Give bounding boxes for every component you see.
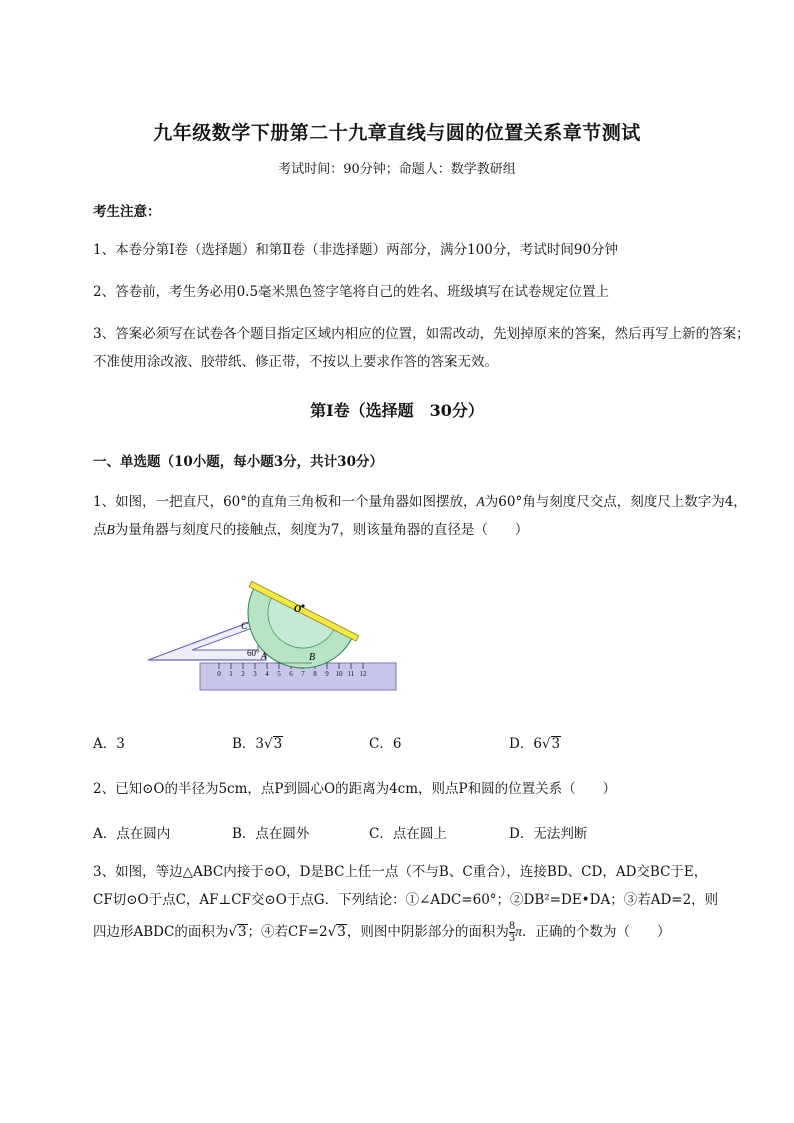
label-b: B bbox=[309, 652, 316, 663]
set-square-hole bbox=[192, 626, 258, 650]
exam-title: 九年级数学下册第二十九章直线与圆的位置关系章节测试 bbox=[153, 122, 641, 144]
q3-line3-b: ；④若CF=2 bbox=[247, 924, 328, 940]
ruler-tick-5: 5 bbox=[277, 670, 281, 678]
q1-option-b[interactable] bbox=[232, 732, 283, 752]
ruler-tick-3: 3 bbox=[253, 670, 257, 678]
part-heading: 一、单选题（10小题，每小题3分，共计30分） bbox=[93, 454, 383, 470]
q1-option-b-text: B．3 bbox=[232, 736, 265, 752]
sqrt-sign: √ bbox=[541, 736, 551, 752]
question-1 bbox=[93, 488, 753, 544]
q2-option-c[interactable]: C．点在圆上 bbox=[369, 826, 447, 842]
q1-text-c: 为量角器与刻度尺的接触点，刻度为7，则该量角器的直径是（ ） bbox=[114, 522, 529, 538]
q3-pi: π bbox=[515, 924, 522, 939]
q1-text-a: 1、如图，一把直尺，60°的直角三角板和一个量角器如图摆放， bbox=[93, 494, 477, 510]
q1-var-b: B bbox=[106, 522, 115, 537]
q2-option-a[interactable]: A．点在圆内 bbox=[93, 826, 171, 842]
q1-option-b-root: 3 bbox=[273, 736, 283, 752]
q1-option-a[interactable]: A．3 bbox=[93, 736, 125, 752]
q3-frac-den: 3 bbox=[508, 933, 516, 944]
ruler-tick-9: 9 bbox=[325, 670, 329, 678]
ruler-tick-0: 0 bbox=[217, 670, 221, 678]
sqrt-sign: √ bbox=[327, 924, 337, 940]
q1-figure bbox=[140, 560, 420, 695]
notice-item-1: 1、本卷分第I卷（选择题）和第Ⅱ卷（非选择题）两部分，满分100分，考试时间90分钟 bbox=[93, 242, 619, 258]
q3-frac-num: 8 bbox=[508, 921, 516, 932]
q2-option-b[interactable]: B．点在圆外 bbox=[232, 826, 310, 842]
label-60deg: 60° bbox=[247, 648, 260, 658]
notice-heading: 考生注意： bbox=[93, 204, 161, 220]
sqrt-sign: √ bbox=[264, 736, 273, 752]
label-a: A bbox=[261, 651, 267, 661]
label-o: O bbox=[294, 604, 302, 615]
question-3-line-3 bbox=[93, 918, 753, 946]
notice-item-3: 3、答案必须写在试卷各个题目指定区域内相应的位置，如需改动，先划掉原来的答案，然后再写上新的答案；不准使用涂改液、胶带纸、修正带，不按以上要求作答的答案无效。 bbox=[93, 326, 750, 370]
ruler-tick-12: 12 bbox=[359, 670, 367, 678]
ruler-tick-2: 2 bbox=[241, 670, 245, 678]
question-2: 2、已知⊙O的半径为5cm，点P到圆心O的距离为4cm，则点P和圆的位置关系（ ） bbox=[93, 781, 617, 797]
q1-option-d-root: 3 bbox=[551, 736, 561, 752]
q3-line3-a: 四边形ABDC的面积为 bbox=[93, 924, 229, 940]
q1-option-d-text: D．6 bbox=[509, 736, 542, 752]
q1-var-a: A bbox=[476, 494, 485, 509]
ruler-tick-1: 1 bbox=[229, 670, 233, 678]
notice-item-2: 2、答卷前，考生务必用0.5毫米黑色签字笔将自己的姓名、班级填写在试卷规定位置上 bbox=[93, 284, 610, 300]
ruler-tick-7: 7 bbox=[301, 670, 305, 678]
q2-option-d[interactable]: D．无法判断 bbox=[509, 826, 588, 842]
ruler-tick-6: 6 bbox=[289, 670, 293, 678]
q3-root-1: 3 bbox=[237, 924, 247, 940]
q3-line3-c: ，则图中阴影部分的面积为 bbox=[346, 924, 509, 940]
label-c: C bbox=[241, 621, 248, 632]
q1-option-c[interactable]: C．6 bbox=[369, 736, 402, 752]
ruler-tick-8: 8 bbox=[313, 670, 317, 678]
q3-line3-d: ．正确的个数为（ ） bbox=[521, 924, 671, 940]
q2-options bbox=[93, 822, 753, 844]
question-3-line-1: 3、如图，等边△ABC内接于⊙O，D是BC上任一点（不与B、C重合），连接BD、CD，AD交BC于E， bbox=[93, 864, 708, 880]
exam-subtitle: 考试时间：90分钟；命题人：数学教研组 bbox=[278, 162, 516, 177]
q1-option-d[interactable] bbox=[509, 732, 561, 752]
sqrt-sign: √ bbox=[228, 924, 237, 940]
question-3-line-2: CF切⊙O于点C，AF⊥CF交⊙O于点G．下列结论：①∠ADC=60°；②DB²=DE•DA；③若AD=2，则 bbox=[93, 892, 719, 908]
q1-text-b: 为60°角与刻度尺交点，刻度尺上数字为4，点 bbox=[93, 494, 747, 538]
q1-options bbox=[93, 732, 753, 754]
ruler-tick-10: 10 bbox=[335, 670, 343, 678]
ruler-tick-4: 4 bbox=[265, 670, 269, 678]
ruler-tick-11: 11 bbox=[347, 670, 355, 678]
section-title: 第I卷（选择题 30分） bbox=[310, 401, 484, 420]
q3-root-2: 3 bbox=[337, 924, 346, 940]
